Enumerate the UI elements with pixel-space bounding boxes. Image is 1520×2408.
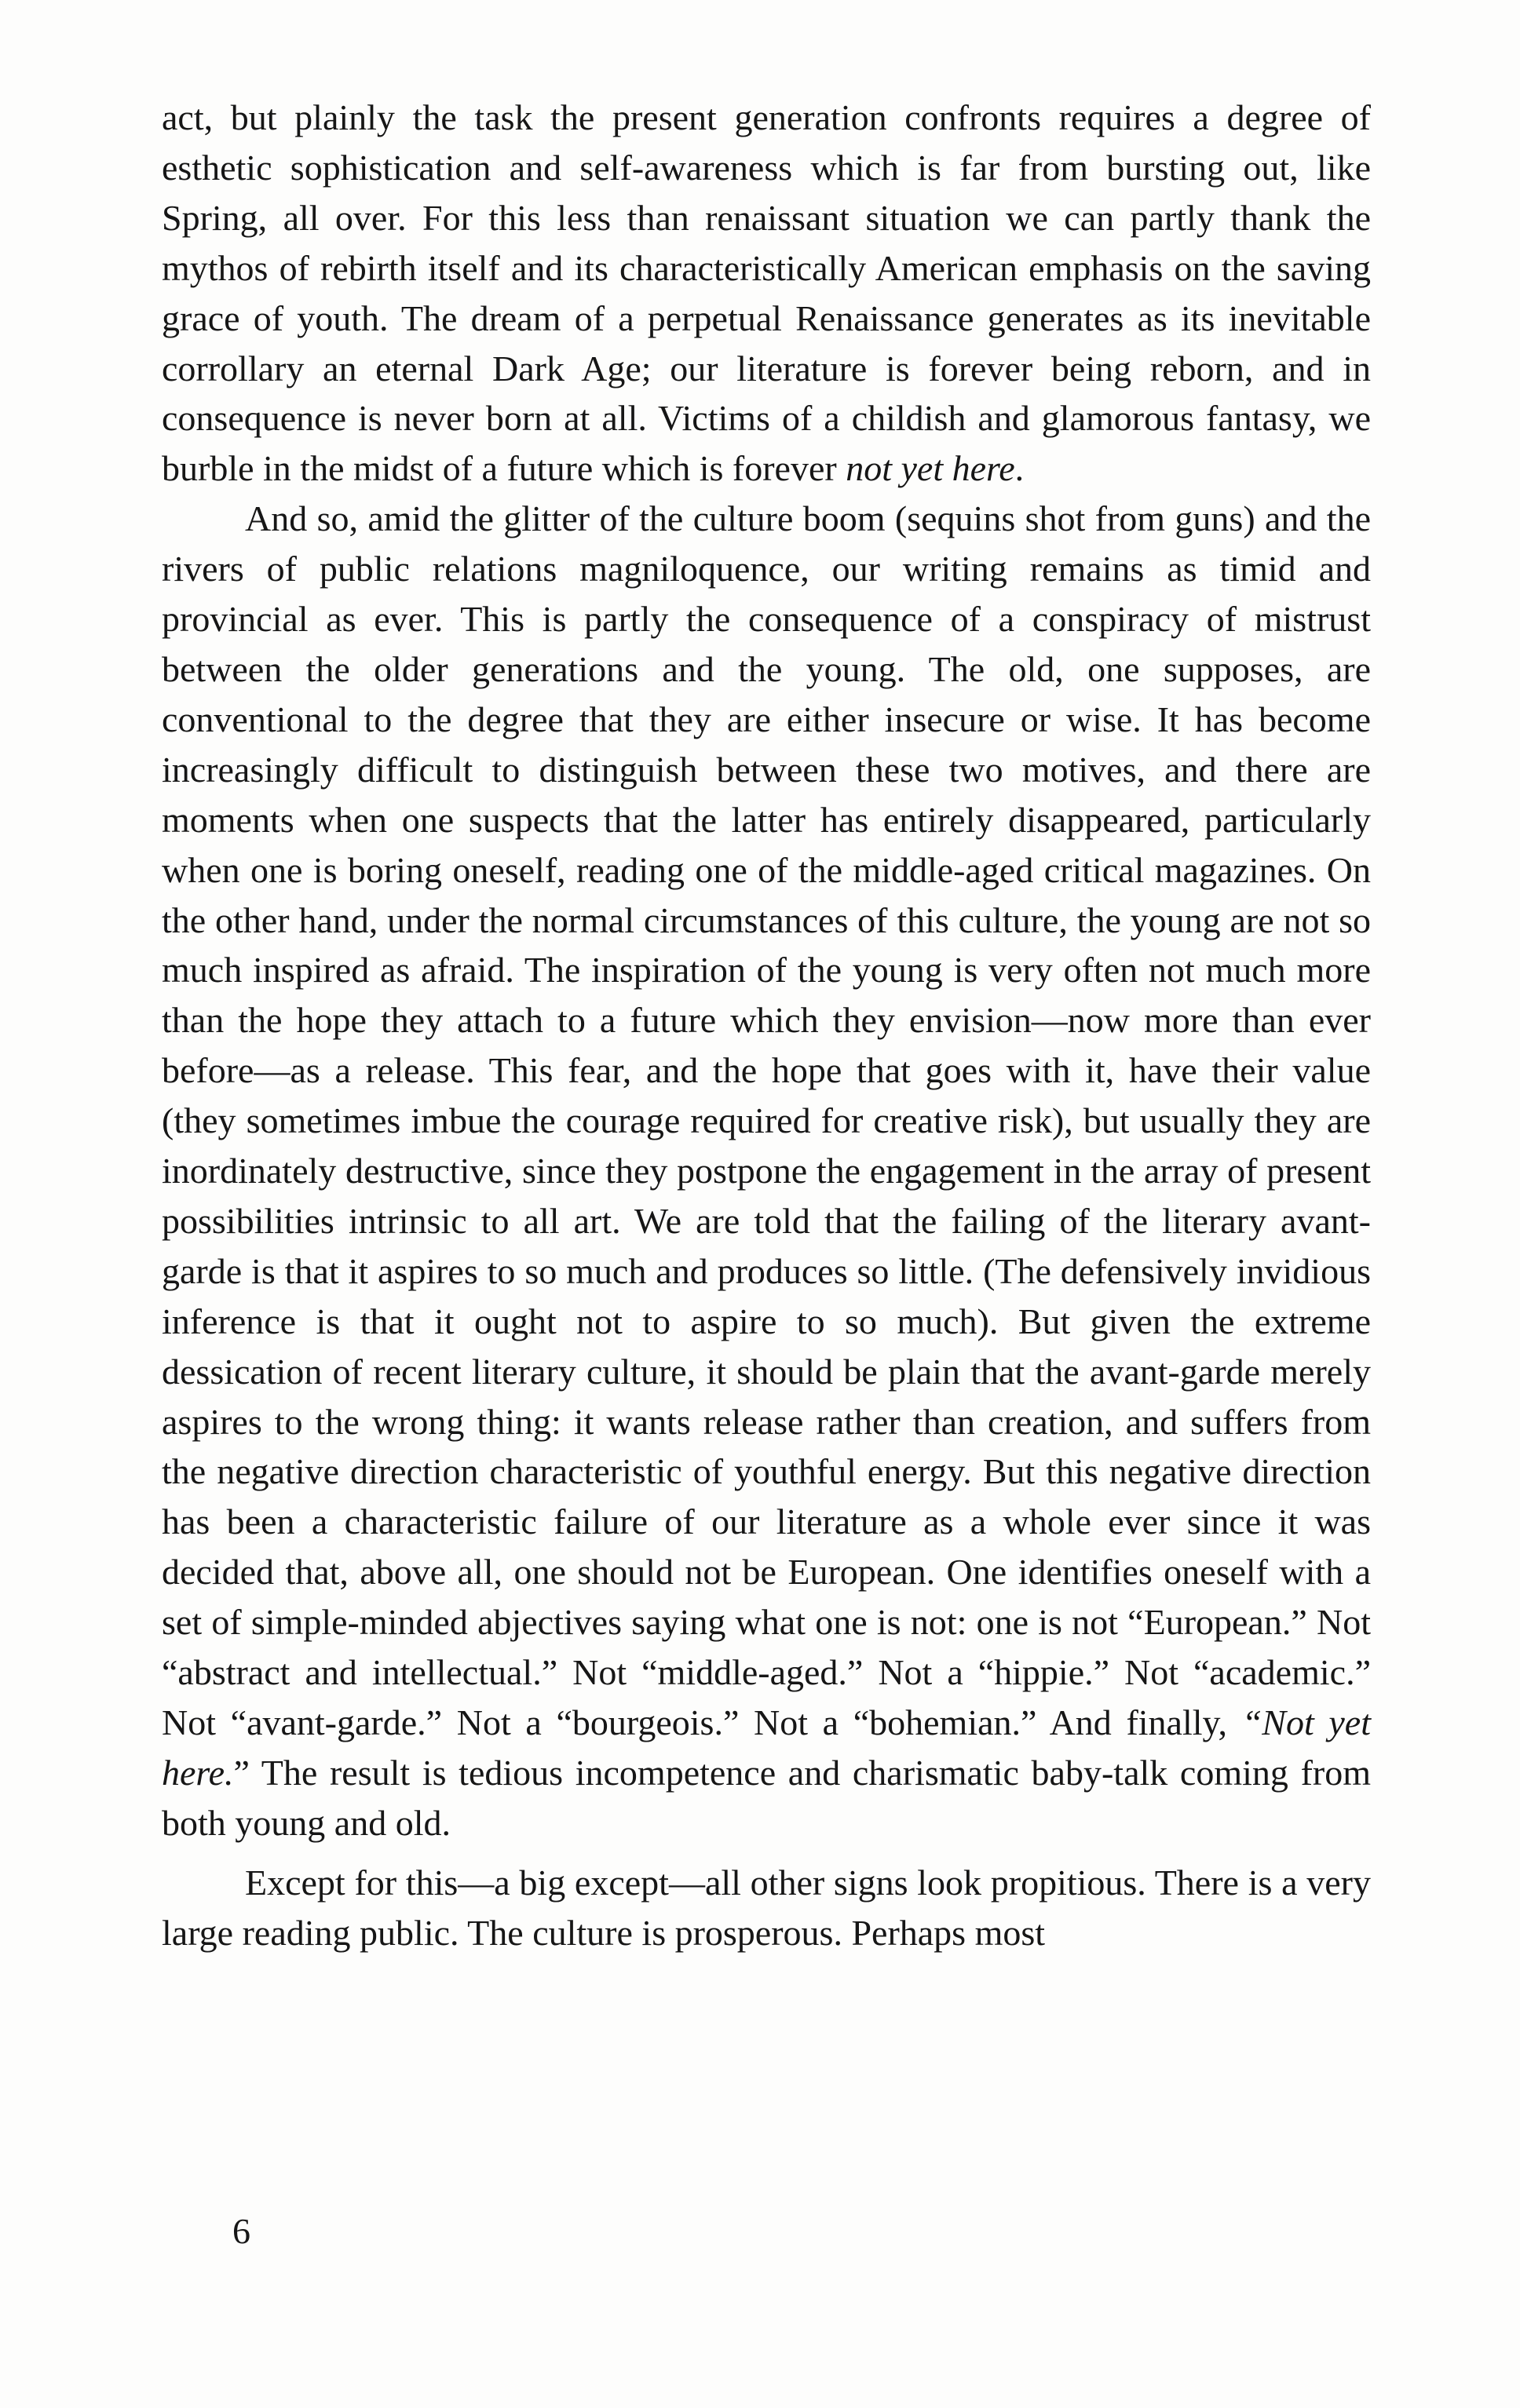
paragraph-2-italic-phrase: “Not yet here. — [162, 1702, 1371, 1793]
page-number: 6 — [232, 2211, 250, 2251]
paragraph-3 — [162, 1858, 1371, 1958]
paragraph-1-italic-phrase: not yet here — [846, 448, 1015, 489]
body-text — [162, 93, 1371, 1958]
paragraph-2-text: And so, amid the glitter of the culture boom (sequins shot from guns) and the rivers of public relations magniloquence, our writing remains as timid and provincial as ever. This is partly the consequence of a conspiracy of mistrust between the older generations and the young. The old, one supposes, are conventional to the degree that they are either insecure or wise. It has become increasingly difficult to distinguish between these two motives, and there are moments when one suspects that the latter has entirely disappeared, particularly when one is boring oneself, reading one of the middle-aged critical magazines. On the other hand, under the normal circumstances of this culture, the young are not so much inspired as afraid. The inspiration of the young is very often not much more than the hope they attach to a future which they envision—now more than ever before—as a release. This fear, and the hope that goes with it, have their value (they sometimes imbue the courage required for creative risk), but usually they are inordinately destructive, since they postpone the engagement in the array of present possibilities intrinsic to all art. We are told that the failing of the literary avant-garde is that it aspires to so much and produces so little. (The defensively invidious inference is that it ought not to aspire to so much). But given the extreme dessication of recent literary culture, it should be plain that the avant-garde merely aspires to the wrong thing: it wants release rather than creation, and suffers from the negative direction characteristic of youthful energy. But this negative direction has been a characteristic failure of our literature as a whole ever since it was decided that, above all, one should not be European. One identifies oneself with a set of simple-minded abjectives saying what one is not: one is not “European.” Not “abstract and intellectual.” Not “middle-aged.” Not a “hippie.” Not “academic.” Not “avant-garde.” Not a “bourgeois.” Not a “bohemian.” And finally, — [162, 498, 1371, 1742]
paragraph-2 — [162, 494, 1371, 1848]
paragraph-3-text: Except for this—a big except—all other signs look propitious. There is a very large reading public. The culture is prosperous. Perhaps most — [162, 1862, 1371, 1953]
paragraph-2-text-end: ” The result is tedious incompetence and charismatic baby-talk coming from both young and old. — [162, 1752, 1371, 1843]
paragraph-1-period: . — [1014, 448, 1025, 489]
paragraph-1-text: act, but plainly the task the present generation confronts requires a degree of esthetic sophistication and self-awareness which is far from bursting out, like Spring, all over. For this less than renaissant situation we can partly thank the mythos of rebirth itself and its characteristically American emphasis on the saving grace of youth. The dream of a perpetual Renaissance generates as its inevitable corrollary an eternal Dark Age; our literature is forever being reborn, and in consequence is never born at all. Victims of a childish and glamorous fantasy, we burble in the midst of a future which is forever — [162, 97, 1371, 489]
paragraph-1 — [162, 93, 1371, 494]
